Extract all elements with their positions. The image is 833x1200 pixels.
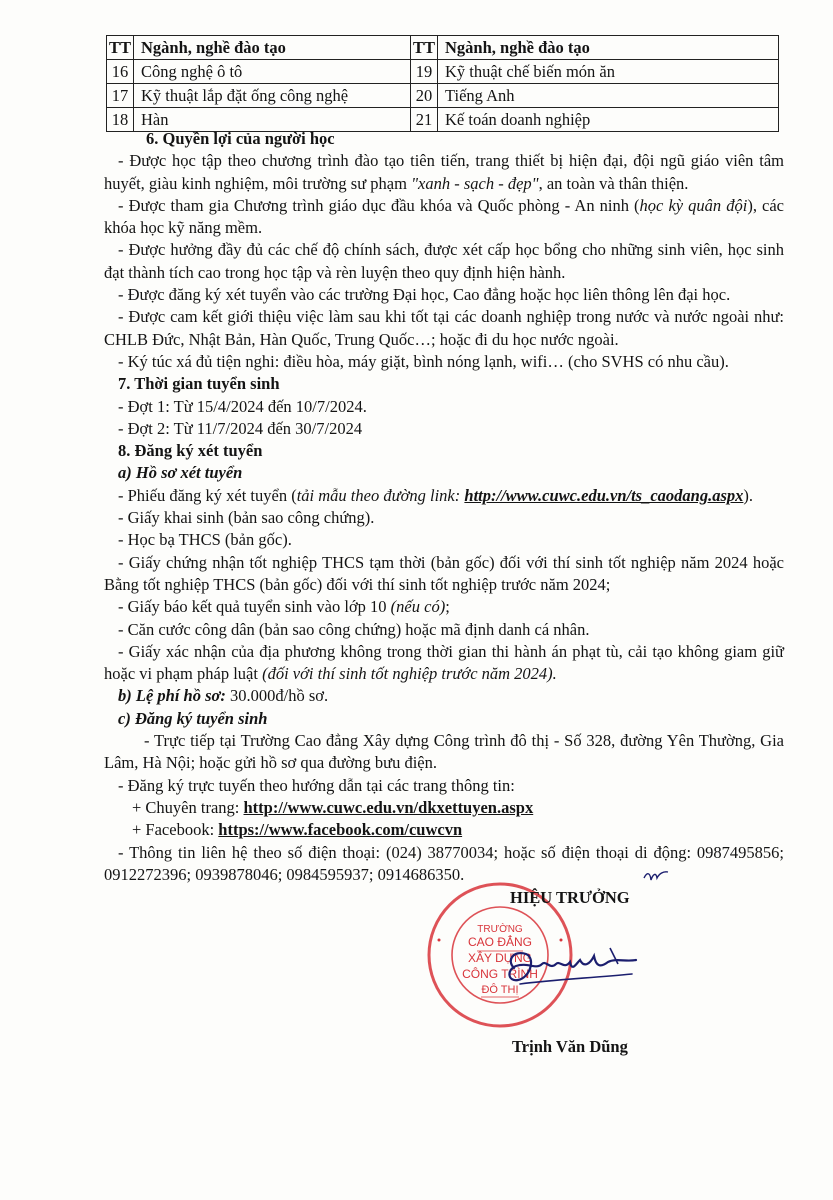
italic-text: "xanh - sạch - đẹp" xyxy=(411,173,539,193)
stamp-text: XÂY DỰNG xyxy=(467,951,533,965)
stamp-text: ĐÔ THỊ xyxy=(481,984,519,996)
paragraph xyxy=(104,641,784,686)
table-cell: 16 xyxy=(107,60,134,84)
document-body xyxy=(104,128,784,886)
signatory-name: Trịnh Văn Dũng xyxy=(512,1037,628,1056)
paragraph xyxy=(104,819,784,841)
fee-label: b) Lệ phí hồ sơ: xyxy=(118,686,226,706)
table-cell: Công nghệ ô tô xyxy=(134,60,411,84)
table-cell: 20 xyxy=(411,84,438,108)
paragraph xyxy=(104,596,784,618)
text: ), các khóa học kỹ năng mềm. xyxy=(104,195,784,238)
table-cell: 19 xyxy=(411,60,438,84)
text: - Giấy xác nhận của địa phương không trong thời gian thi hành án phạt tù, cải tạo không giam giữ hoặc vi phạm pháp luật xyxy=(104,641,784,684)
table-header-cell: TT xyxy=(411,36,438,60)
fee-value: 30.000đ/hồ sơ. xyxy=(225,686,329,706)
text: - Được học tập theo chương trình đào tạo tiên tiến, trang thiết bị hiện đại, đội ngũ giáo viên tâm huyết, giàu kinh nghiệm, môi trường sư phạm xyxy=(104,151,784,193)
paragraph: - Ký túc xá đủ tiện nghi: điều hòa, máy giặt, bình nóng lạnh, wifi… (cho SVHS có nhu cầu). xyxy=(118,351,729,371)
table-cell: Kỹ thuật lắp đặt ống công nghệ xyxy=(134,84,411,108)
table-cell: Tiếng Anh xyxy=(438,84,779,108)
registration-link[interactable]: http://www.cuwc.edu.vn/dkxettuyen.aspx xyxy=(243,797,534,817)
paragraph: - Thông tin liên hệ theo số điện thoại: (024) 38770034; hoặc số điện thoại di động: 0987495856; 0912272396; 0939878046; 0984595937; 0914686350. xyxy=(104,842,784,884)
table-cell: 17 xyxy=(107,84,134,108)
stamp-text: CÔNG TRÌNH xyxy=(462,967,538,981)
paragraph: - Giấy chứng nhận tốt nghiệp THCS tạm thời (bản gốc) đối với thí sinh tốt nghiệp năm 2024 hoặc Bằng tốt nghiệp THCS (bản gốc) đối với thí sinh tốt nghiệp trước năm 2024; xyxy=(104,552,784,594)
italic-text: (đối với thí sinh tốt nghiệp trước năm 2024). xyxy=(262,664,557,684)
initial-mark xyxy=(641,868,671,896)
subsection-heading xyxy=(104,685,784,707)
paragraph xyxy=(104,150,784,195)
handwritten-signature xyxy=(500,940,640,1000)
table-cell: 21 xyxy=(411,108,438,132)
text: - Phiếu đăng ký xét tuyển ( xyxy=(118,485,297,505)
table-cell: 18 xyxy=(107,108,134,132)
facebook-link[interactable]: https://www.facebook.com/cuwcvn xyxy=(218,820,463,840)
paragraph xyxy=(104,797,784,819)
table-cell: Kỹ thuật chế biến món ăn xyxy=(438,60,779,84)
paragraph: - Được đăng ký xét tuyển vào các trường Đại học, Cao đẳng hoặc học liên thông lên đại học. xyxy=(118,285,731,305)
paragraph: - Căn cước công dân (bản sao công chứng) hoặc mã định danh cá nhân. xyxy=(118,619,590,639)
table-cell: Hàn xyxy=(134,108,411,132)
signatory-title: HIỆU TRƯỞNG xyxy=(510,888,630,907)
table-header-cell: Ngành, nghề đào tạo xyxy=(134,36,411,60)
text: + Chuyên trang: xyxy=(132,797,244,817)
text: , an toàn và thân thiện. xyxy=(538,173,689,193)
section-heading: 6. Quyền lợi của người học xyxy=(146,129,335,148)
table-header-cell: Ngành, nghề đào tạo xyxy=(438,36,779,60)
subsection-heading: a) Hồ sơ xét tuyển xyxy=(118,463,243,483)
form-download-link[interactable]: http://www.cuwc.edu.vn/ts_caodang.aspx xyxy=(464,485,744,505)
text: ; xyxy=(445,597,450,617)
paragraph: - Đợt 2: Từ 11/7/2024 đến 30/7/2024 xyxy=(118,418,363,438)
table-header-cell: TT xyxy=(107,36,134,60)
table-row xyxy=(107,60,779,84)
paragraph xyxy=(104,195,784,240)
text: + Facebook: xyxy=(132,820,219,840)
text: - Giấy báo kết quả tuyển sinh vào lớp 10 xyxy=(118,597,391,617)
paragraph: - Học bạ THCS (bản gốc). xyxy=(118,530,292,550)
majors-table xyxy=(106,35,779,132)
paragraph xyxy=(104,485,784,507)
paragraph: - Được cam kết giới thiệu việc làm sau khi tốt tại các doanh nghiệp trong nước và nước ngoài như: CHLB Đức, Nhật Bản, Hàn Quốc, Trung Quốc…; hoặc đi du học nước ngoài. xyxy=(104,307,784,349)
table-header-row xyxy=(107,36,779,60)
section-heading: 7. Thời gian tuyển sinh xyxy=(118,374,280,394)
section-heading: 8. Đăng ký xét tuyển xyxy=(118,441,263,461)
subsection-heading: c) Đăng ký tuyển sinh xyxy=(118,708,268,728)
text: - Được tham gia Chương trình giáo dục đầu khóa và Quốc phòng - An ninh ( xyxy=(118,195,640,215)
italic-text: học kỳ quân đội xyxy=(639,195,748,215)
paragraph: - Trực tiếp tại Trường Cao đẳng Xây dựng Công trình đô thị - Số 328, đường Yên Thường, Gia Lâm, Hà Nội; hoặc gửi hồ sơ qua đường bưu điện. xyxy=(104,731,784,773)
italic-text: tải mẫu theo đường link: xyxy=(296,485,465,505)
paragraph: - Đợt 1: Từ 15/4/2024 đến 10/7/2024. xyxy=(118,396,367,416)
italic-text: (nếu có) xyxy=(390,597,446,617)
paragraph: - Giấy khai sinh (bản sao công chứng). xyxy=(118,508,375,528)
stamp-text: TRƯỜNG xyxy=(477,924,523,935)
paragraph: - Đăng ký trực tuyến theo hướng dẫn tại các trang thông tin: xyxy=(118,775,515,795)
stamp-text: CAO ĐẲNG xyxy=(467,935,533,949)
table-cell: Kế toán doanh nghiệp xyxy=(438,108,779,132)
paragraph: - Được hưởng đầy đủ các chế độ chính sách, được xét cấp học bổng cho những sinh viên, học sinh đạt thành tích cao trong học tập và rèn luyện theo quy định hiện hành. xyxy=(104,240,784,282)
table-row xyxy=(107,84,779,108)
text: ). xyxy=(743,485,754,505)
